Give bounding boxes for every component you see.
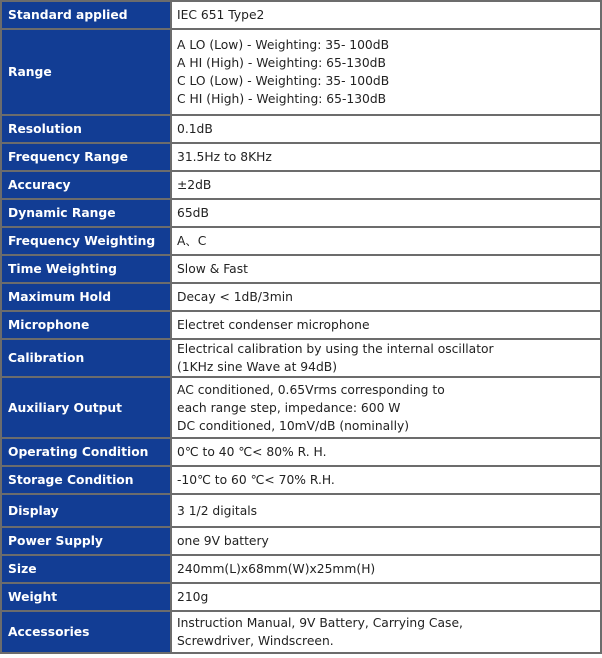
spec-row — [2, 30, 600, 114]
spec-value-line: Screwdriver, Windscreen. — [177, 634, 334, 648]
spec-value — [172, 312, 600, 338]
spec-row — [2, 528, 600, 554]
spec-row — [2, 116, 600, 142]
spec-label: Operating Condition — [2, 439, 170, 465]
spec-value — [172, 467, 600, 493]
spec-value-line: -10℃ to 60 ℃< 70% R.H. — [177, 473, 335, 487]
spec-value-line: each range step, impedance: 600 W — [177, 400, 401, 415]
spec-row — [2, 495, 600, 526]
spec-label: Frequency Range — [2, 144, 170, 170]
spec-value-line: C HI (High) - Weighting: 65-130dB — [177, 92, 387, 106]
spec-value — [172, 439, 600, 465]
spec-value-line: 0.1dB — [177, 122, 213, 136]
spec-label: Accuracy — [2, 172, 170, 198]
spec-value-line: (1KHz sine Wave at 94dB) — [177, 360, 337, 374]
spec-value-line: 65dB — [177, 206, 209, 220]
spec-value — [172, 228, 600, 254]
spec-value-line: 3 1/2 digitals — [177, 503, 258, 518]
spec-label: Maximum Hold — [2, 284, 170, 310]
spec-row — [2, 612, 600, 652]
spec-row — [2, 340, 600, 376]
spec-value — [172, 284, 600, 310]
spec-label: Time Weighting — [2, 256, 170, 282]
spec-value — [172, 612, 600, 652]
spec-value — [172, 378, 600, 437]
spec-value-line: A、C — [177, 234, 207, 248]
spec-value — [172, 256, 600, 282]
spec-value-line: AC conditioned, 0.65Vrms corresponding to — [177, 382, 445, 397]
spec-row — [2, 439, 600, 465]
spec-row — [2, 467, 600, 493]
spec-row — [2, 228, 600, 254]
spec-label: Microphone — [2, 312, 170, 338]
spec-value-line: Slow & Fast — [177, 262, 248, 276]
spec-row — [2, 556, 600, 582]
spec-value — [172, 116, 600, 142]
spec-label: Accessories — [2, 612, 170, 652]
spec-row — [2, 172, 600, 198]
spec-label: Size — [2, 556, 170, 582]
spec-value — [172, 495, 600, 526]
spec-value — [172, 172, 600, 198]
spec-value-line: 210g — [177, 590, 209, 604]
spec-value — [172, 528, 600, 554]
spec-value-line: 240mm(L)x68mm(W)x25mm(H) — [177, 562, 376, 576]
spec-value-line: C LO (Low) - Weighting: 35- 100dB — [177, 74, 390, 88]
spec-value — [172, 144, 600, 170]
spec-row — [2, 256, 600, 282]
spec-label: Display — [2, 495, 170, 526]
spec-label: Calibration — [2, 340, 170, 376]
spec-label: Auxiliary Output — [2, 378, 170, 437]
spec-row — [2, 284, 600, 310]
spec-value-line: IEC 651 Type2 — [177, 8, 265, 22]
spec-value-line: Decay < 1dB/3min — [177, 290, 293, 304]
spec-value-line: Electret condenser microphone — [177, 318, 370, 332]
spec-value — [172, 200, 600, 226]
spec-value — [172, 2, 600, 28]
spec-value-line: Instruction Manual, 9V Battery, Carrying Case, — [177, 616, 463, 630]
spec-row — [2, 144, 600, 170]
spec-value-line: A LO (Low) - Weighting: 35- 100dB — [177, 38, 390, 52]
spec-value-line: 31.5Hz to 8KHz — [177, 150, 272, 164]
spec-row — [2, 2, 600, 28]
spec-value-line: one 9V battery — [177, 534, 269, 548]
spec-label: Range — [2, 30, 170, 114]
spec-value — [172, 584, 600, 610]
spec-label: Power Supply — [2, 528, 170, 554]
spec-row — [2, 378, 600, 437]
spec-table-body — [2, 2, 600, 652]
spec-row — [2, 312, 600, 338]
spec-label: Dynamic Range — [2, 200, 170, 226]
spec-value — [172, 30, 600, 114]
spec-value-line: 0℃ to 40 ℃< 80% R. H. — [177, 445, 327, 459]
spec-label: Frequency Weighting — [2, 228, 170, 254]
spec-row — [2, 200, 600, 226]
spec-value-line: ±2dB — [177, 178, 212, 192]
spec-value — [172, 340, 600, 376]
spec-row — [2, 584, 600, 610]
spec-label: Weight — [2, 584, 170, 610]
spec-label: Storage Condition — [2, 467, 170, 493]
spec-label: Standard applied — [2, 2, 170, 28]
spec-value-line: A HI (High) - Weighting: 65-130dB — [177, 56, 386, 70]
spec-value-line: Electrical calibration by using the internal oscillator — [177, 342, 494, 356]
spec-value — [172, 556, 600, 582]
spec-label: Resolution — [2, 116, 170, 142]
spec-value-line: DC conditioned, 10mV/dB (nominally) — [177, 418, 410, 433]
